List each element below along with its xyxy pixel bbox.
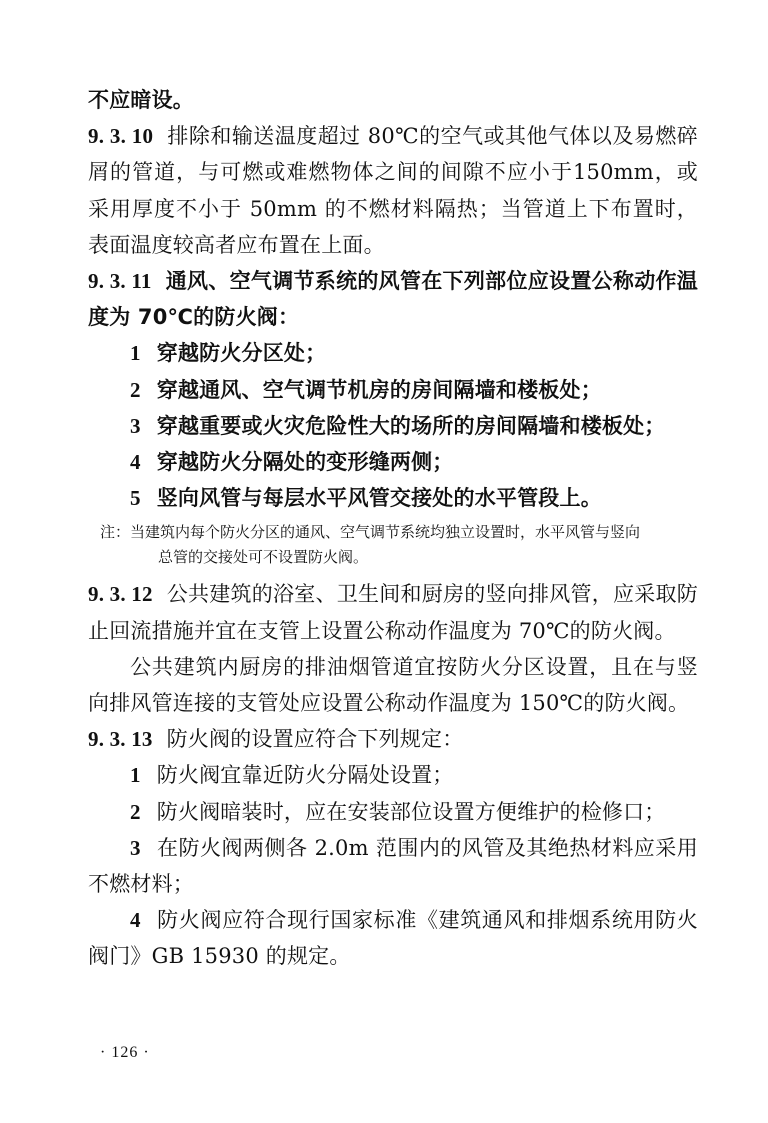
item-text: 防火阀宜靠近防火分隔处设置； <box>156 763 454 788</box>
item-number: 5 <box>130 486 141 511</box>
item-text: 穿越防火分隔处的变形缝两侧； <box>156 450 454 475</box>
note-line: 注：当建筑内每个防火分区的通风、空气调节系统均独立设置时，水平风管与竖向 <box>100 523 641 542</box>
list-item <box>88 408 698 444</box>
clause-number: 9. 3. 12 <box>88 582 153 607</box>
clause-number: 9. 3. 11 <box>88 269 152 294</box>
item-text: 防火阀暗装时，应在安装部位设置方便维护的检修口； <box>156 799 666 824</box>
item-number: 1 <box>130 341 141 366</box>
list-item <box>88 372 698 408</box>
clause-text: 公共建筑的浴室、卫生间和厨房的竖向排风管，应采取防止回流措施并宜在支管上设置公称动作温度为 70℃的防火阀。 <box>88 582 698 643</box>
clause-number: 9. 3. 10 <box>88 124 154 149</box>
item-text: 穿越防火分区处； <box>156 341 327 366</box>
note-line: 总管的交接处可不设置防火阀。 <box>158 548 369 567</box>
page-number: · 126 · <box>100 1044 150 1061</box>
list-item <box>88 902 698 974</box>
clause-number: 9. 3. 13 <box>88 727 153 752</box>
item-text: 穿越通风、空气调节机房的房间隔墙和楼板处； <box>156 377 602 402</box>
item-text: 在防火阀两侧各 2.0m 范围内的风管及其绝热材料应采用不燃材料； <box>88 835 698 897</box>
clause-9-3-13 <box>88 721 698 757</box>
list-item <box>88 444 698 480</box>
clause-9-3-10 <box>88 118 698 263</box>
clause-9-3-11 <box>88 263 698 335</box>
list-item <box>88 757 698 793</box>
item-number: 4 <box>130 908 141 933</box>
list-item <box>88 335 698 371</box>
clause-text: 排除和输送温度超过 80℃的空气或其他气体以及易燃碎屑的管道，与可燃或难燃物体之间的间隙不应小于150mm，或采用厚度不小于 50mm 的不燃材料隔热；当管道上下布置时，表面温度较高者应布置在上面。 <box>88 124 698 257</box>
item-text: 竖向风管与每层水平风管交接处的水平管段上。 <box>156 486 602 511</box>
note <box>88 520 698 570</box>
item-number: 4 <box>130 450 141 475</box>
item-text: 防火阀应符合现行国家标准《建筑通风和排烟系统用防火阀门》GB 15930 的规定。 <box>88 908 698 969</box>
list-item <box>88 794 698 830</box>
item-number: 1 <box>130 763 141 788</box>
item-number: 3 <box>130 835 141 860</box>
list-item <box>88 480 698 516</box>
continuation-line: 不应暗设。 <box>88 88 194 112</box>
document-body <box>88 82 698 975</box>
clause-text: 防火阀的设置应符合下列规定： <box>166 727 464 752</box>
clause-paragraph: 公共建筑内厨房的排油烟管道宜按防火分区设置，且在与竖向排风管连接的支管处应设置公称动作温度为 150℃的防火阀。 <box>88 654 698 716</box>
item-text: 穿越重要或火灾危险性大的场所的房间隔墙和楼板处； <box>156 413 666 438</box>
item-number: 2 <box>130 799 141 824</box>
item-number: 2 <box>130 377 141 402</box>
clause-9-3-12 <box>88 576 698 648</box>
list-item <box>88 830 698 902</box>
item-number: 3 <box>130 413 141 438</box>
clause-text: 通风、空气调节系统的风管在下列部位应设置公称动作温度为 70℃的防火阀： <box>88 269 698 330</box>
